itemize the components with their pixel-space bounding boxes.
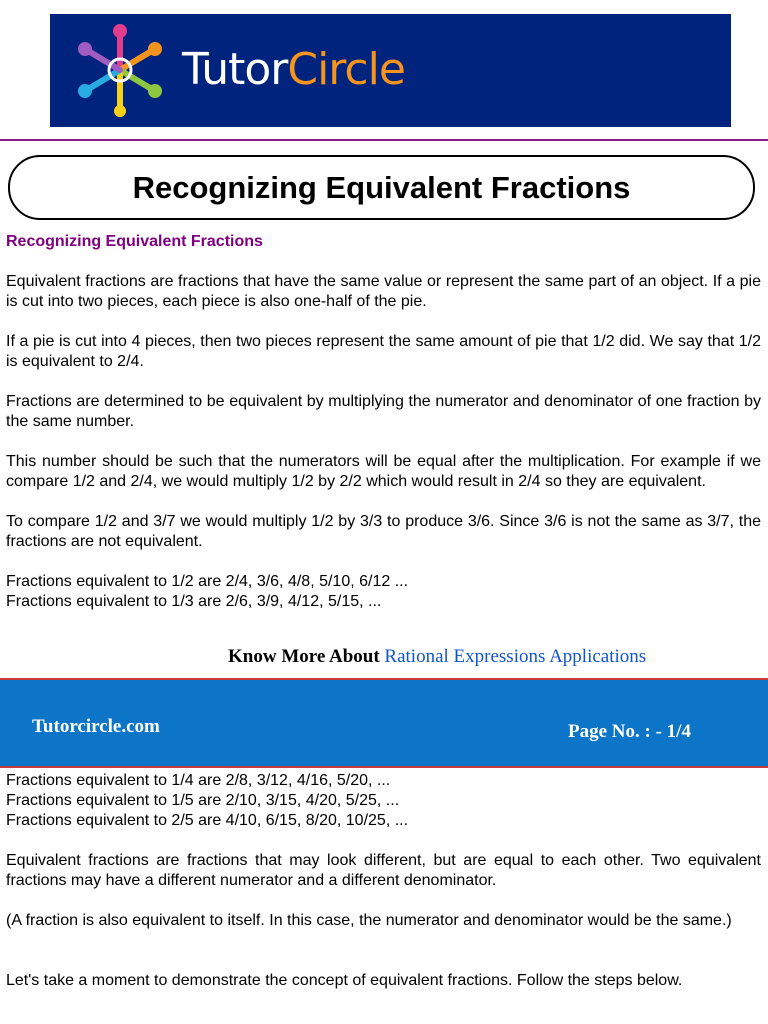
paragraph: To compare 1/2 and 3/7 we would multiply 1/2 by 3/3 to produce 3/6. Since 3/6 is not the same as 3/7, the fractions are not equivalent. [6,513,761,550]
paragraph: This number should be such that the numerators will be equal after the multiplication. For example if we compare 1/2 and 2/4, we would multiply 1/2 by 2/2 which would result in 2/4 so they are equivalent. [6,453,761,490]
equivalents-line: Fractions equivalent to 1/4 are 2/8, 3/12, 4/16, 5/20, ... [6,772,391,789]
paragraph: Fractions are determined to be equivalent by multiplying the numerator and denominator of one fraction by the same number. [6,393,761,430]
equivalents-line: Fractions equivalent to 1/3 are 2/6, 3/9, 4/12, 5/15, ... [6,593,382,610]
tutorcircle-logo-icon [72,22,168,118]
header-divider [0,139,768,141]
equivalents-line: Fractions equivalent to 1/5 are 2/10, 3/15, 4/20, 5/25, ... [6,792,400,809]
know-more-label: Know More About [228,646,380,667]
paragraph: Let's take a moment to demonstrate the concept of equivalent fractions. Follow the steps below. [6,972,683,989]
page-footer-bar [0,678,768,768]
equivalents-line: Fractions equivalent to 2/5 are 4/10, 6/15, 8/20, 10/25, ... [6,812,409,829]
tutorcircle-logo-text: TutorCircle [182,44,405,95]
paragraph: Equivalent fractions are fractions that may look different, but are equal to each other. Two equivalent fractions may have a different numerator and a different denominator. [6,852,761,889]
know-more-line [228,646,646,668]
equivalents-line: Fractions equivalent to 1/2 are 2/4, 3/6, 4/8, 5/10, 6/12 ... [6,573,409,590]
page-title-box [8,155,755,220]
page-number: Page No. : - 1/4 [568,721,691,742]
tutorcircle-banner [50,14,731,127]
article-body-top [6,272,761,612]
paragraph: If a pie is cut into 4 pieces, then two pieces represent the same amount of pie that 1/2 did. We say that 1/2 is equivalent to 2/4. [6,333,761,370]
rational-expressions-link[interactable]: Rational Expressions Applications [384,646,647,667]
footer-site-name: Tutorcircle.com [32,716,160,737]
paragraph: (A fraction is also equivalent to itself. In this case, the numerator and denominator would be the same.) [6,912,732,929]
section-heading: Recognizing Equivalent Fractions [6,233,263,250]
paragraph: Equivalent fractions are fractions that have the same value or represent the same part of an object. If a pie is cut into two pieces, each piece is also one-half of the pie. [6,273,761,310]
article-body-bottom [6,771,761,1011]
page-title: Recognizing Equivalent Fractions [132,169,631,205]
